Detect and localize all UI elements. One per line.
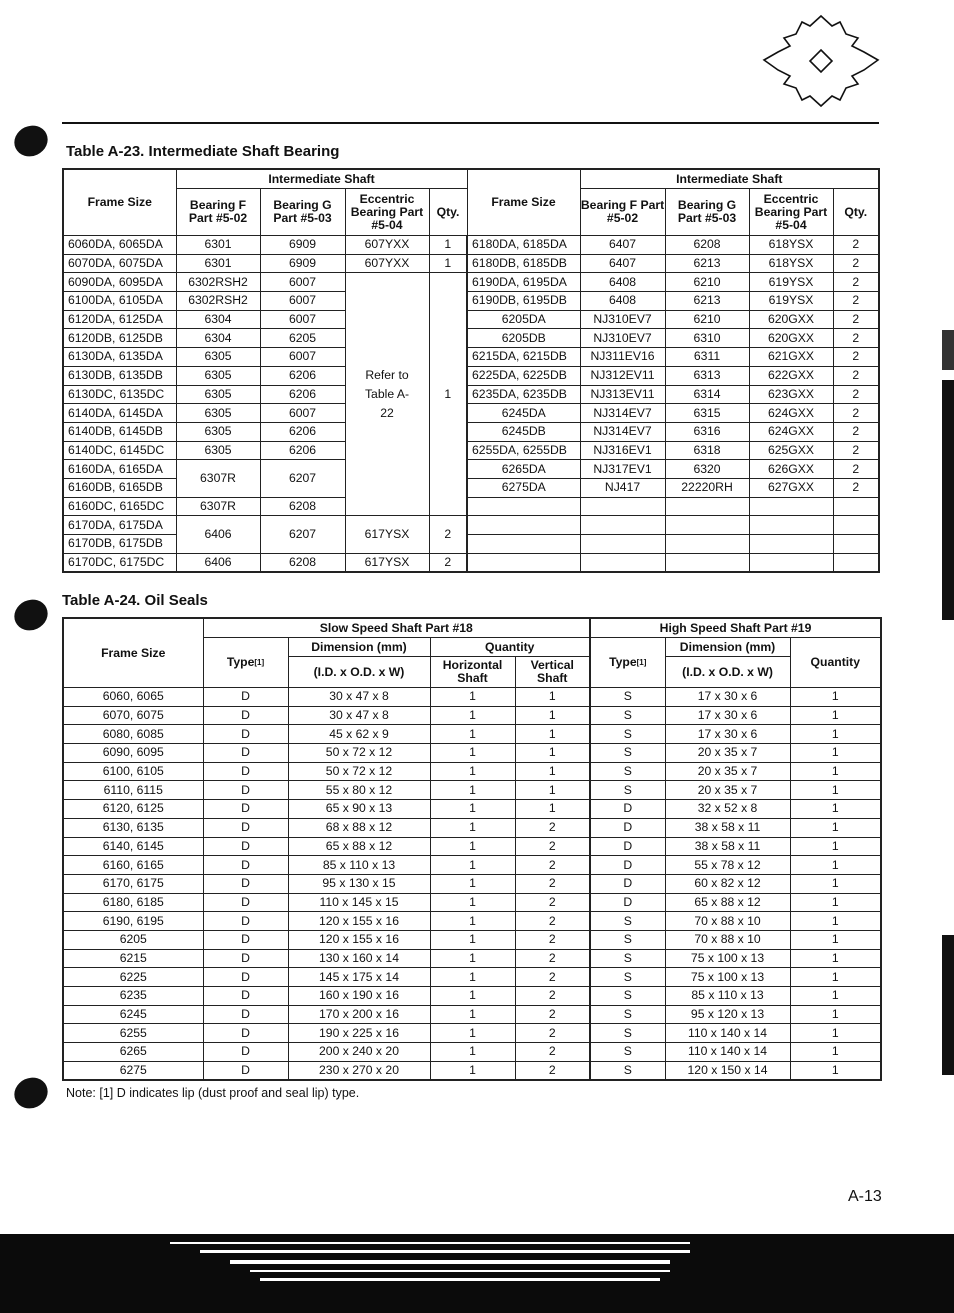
intermediate-shaft-header: Intermediate Shaft: [176, 169, 467, 189]
table-row: 6070DA, 6075DA 6301 6909 607YXX 1 6180DB, 6185DB 6407 6213 618YSX 2: [63, 254, 879, 273]
refer-to-table-a22: Refer to Table A-22: [345, 273, 429, 516]
frame-size-header: Frame Size: [467, 169, 580, 236]
table-row: 6130DB, 6135DB 6305 6206 6225DA, 6225DB NJ312EV11 6313 622GXX 2: [63, 366, 879, 385]
table-row: 6170DA, 6175DA 6406 6207 617YSX 2: [63, 516, 879, 535]
dimension-units-header: (I.D. x O.D. x W): [665, 657, 790, 688]
table-row: 6170DB, 6175DB: [63, 535, 879, 554]
table-row: 6100DA, 6105DA 6302RSH2 6007 6190DB, 6195DB 6408 6213 619YSX 2: [63, 292, 879, 311]
eccentric-header: Eccentric Bearing Part #5-04: [749, 189, 833, 236]
table-row: 6080, 6085 D 45 x 62 x 9 1 1 S 17 x 30 x 6 1: [63, 725, 881, 744]
oil-seals-table: [62, 617, 882, 1081]
high-speed-shaft-header: High Speed Shaft Part #19: [590, 618, 881, 638]
type-header: Type[1]: [203, 638, 288, 688]
edge-mark: [942, 380, 954, 620]
table-row: 6130, 6135 D 68 x 88 x 12 1 2 D 38 x 58 x 11 1: [63, 818, 881, 837]
qty-header: Qty.: [429, 189, 467, 236]
table-row: 6120, 6125 D 65 x 90 x 13 1 1 D 32 x 52 x 8 1: [63, 800, 881, 819]
table-row: 6140, 6145 D 65 x 88 x 12 1 2 D 38 x 58 x 11 1: [63, 837, 881, 856]
table-row: 6140DC, 6145DC 6305 6206 6255DA, 6255DB NJ316EV1 6318 625GXX 2: [63, 441, 879, 460]
table-row: 6060, 6065 D 30 x 47 x 8 1 1 S 17 x 30 x 6 1: [63, 688, 881, 707]
bearing-g-header: Bearing G Part #5-03: [665, 189, 749, 236]
table-row: 6255 D 190 x 225 x 16 1 2 S 110 x 140 x 14 1: [63, 1024, 881, 1043]
table-row: 6160DC, 6165DC 6307R 6208: [63, 497, 879, 516]
scan-edge-band: [0, 1234, 954, 1313]
table-row: 6130DC, 6135DC 6305 6206 6235DA, 6235DB NJ313EV11 6314 623GXX 2: [63, 385, 879, 404]
refer-qty: 1: [429, 273, 467, 516]
table-row: 6090DA, 6095DA 6302RSH2 6007 Refer to Table A-22 1 6190DA, 6195DA 6408 6210 619YSX 2: [63, 273, 879, 292]
table-row: 6120DB, 6125DB 6304 6205 6205DB NJ310EV7 6310 620GXX 2: [63, 329, 879, 348]
intermediate-shaft-bearing-table: [62, 168, 880, 573]
table-row: 6170DC, 6175DC 6406 6208 617YSX 2: [63, 553, 879, 572]
dimension-header: Dimension (mm): [665, 638, 790, 657]
page-number: A-13: [848, 1188, 882, 1205]
slow-speed-shaft-header: Slow Speed Shaft Part #18: [203, 618, 590, 638]
quantity-header: Quantity: [790, 638, 881, 688]
bearing-g-header: Bearing G Part #5-03: [260, 189, 345, 236]
table-row: 6110, 6115 D 55 x 80 x 12 1 1 S 20 x 35 x 7 1: [63, 781, 881, 800]
table-row: 6225 D 145 x 175 x 14 1 2 S 75 x 100 x 13 1: [63, 968, 881, 987]
punch-hole-icon: [9, 120, 52, 162]
table-row: 6090, 6095 D 50 x 72 x 12 1 1 S 20 x 35 x 7 1: [63, 744, 881, 763]
punch-hole-icon: [9, 594, 52, 636]
bearing-f-header: Bearing F Part #5-02: [580, 189, 665, 236]
table-row: 6130DA, 6135DA 6305 6007 6215DA, 6215DB NJ311EV16 6311 621GXX 2: [63, 348, 879, 367]
eccentric-header: Eccentric Bearing Part #5-04: [345, 189, 429, 236]
table-row: 6100, 6105 D 50 x 72 x 12 1 1 S 20 x 35 x 7 1: [63, 762, 881, 781]
table-row: 6215 D 130 x 160 x 14 1 2 S 75 x 100 x 13 1: [63, 949, 881, 968]
edge-mark: [942, 935, 954, 1075]
punch-hole-icon: [9, 1072, 52, 1114]
table-row: 6245 D 170 x 200 x 16 1 2 S 95 x 120 x 13 1: [63, 1005, 881, 1024]
vertical-shaft-header: Vertical Shaft: [515, 657, 590, 688]
frame-size-header: Frame Size: [63, 618, 203, 688]
dimension-units-header: (I.D. x O.D. x W): [288, 657, 430, 688]
bearing-f-header: Bearing F Part #5-02: [176, 189, 260, 236]
table-row: 6140DB, 6145DB 6305 6206 6245DB NJ314EV7 6316 624GXX 2: [63, 422, 879, 441]
table-row: 6160DA, 6165DA 6307R 6207 6265DA NJ317EV1 6320 626GXX 2: [63, 460, 879, 479]
table-row: 6060DA, 6065DA 6301 6909 607YXX 1 6180DA, 6185DA 6407 6208 618YSX 2: [63, 236, 879, 255]
frame-size-header: Frame Size: [63, 169, 176, 236]
edge-mark: [942, 330, 954, 370]
table-row: 6275 D 230 x 270 x 20 1 2 S 120 x 150 x 14 1: [63, 1061, 881, 1080]
table-row: 6265 D 200 x 240 x 20 1 2 S 110 x 140 x 14 1: [63, 1043, 881, 1062]
header-rule: [62, 122, 879, 124]
type-header: Type[1]: [590, 638, 665, 688]
table-row: 6070, 6075 D 30 x 47 x 8 1 1 S 17 x 30 x 6 1: [63, 706, 881, 725]
table-row: 6140DA, 6145DA 6305 6007 6245DA NJ314EV7 6315 624GXX 2: [63, 404, 879, 423]
footnote: Note: [1] D indicates lip (dust proof and seal lip) type.: [66, 1086, 360, 1100]
table-row: 6120DA, 6125DA 6304 6007 6205DA NJ310EV7 6210 620GXX 2: [63, 310, 879, 329]
table-row: 6160, 6165 D 85 x 110 x 13 1 2 D 55 x 78 x 12 1: [63, 856, 881, 875]
table-a23-title: Table A-23. Intermediate Shaft Bearing: [66, 143, 340, 160]
horizontal-shaft-header: Horizontal Shaft: [430, 657, 515, 688]
table-row: 6170, 6175 D 95 x 130 x 15 1 2 D 60 x 82 x 12 1: [63, 874, 881, 893]
qty-header: Qty.: [833, 189, 879, 236]
table-row: 6180, 6185 D 110 x 145 x 15 1 2 D 65 x 88 x 12 1: [63, 893, 881, 912]
quantity-header: Quantity: [430, 638, 590, 657]
table-row: 6235 D 160 x 190 x 16 1 2 S 85 x 110 x 13 1: [63, 987, 881, 1006]
dimension-header: Dimension (mm): [288, 638, 430, 657]
table-row: 6205 D 120 x 155 x 16 1 2 S 70 x 88 x 10 1: [63, 930, 881, 949]
table-row: 6190, 6195 D 120 x 155 x 16 1 2 S 70 x 88 x 10 1: [63, 912, 881, 931]
table-row: 6160DB, 6165DB 6275DA NJ417 22220RH 627GXX 2: [63, 478, 879, 497]
diamond-logo-icon: [760, 14, 882, 108]
intermediate-shaft-header: Intermediate Shaft: [580, 169, 879, 189]
table-a24-title: Table A-24. Oil Seals: [62, 592, 208, 609]
